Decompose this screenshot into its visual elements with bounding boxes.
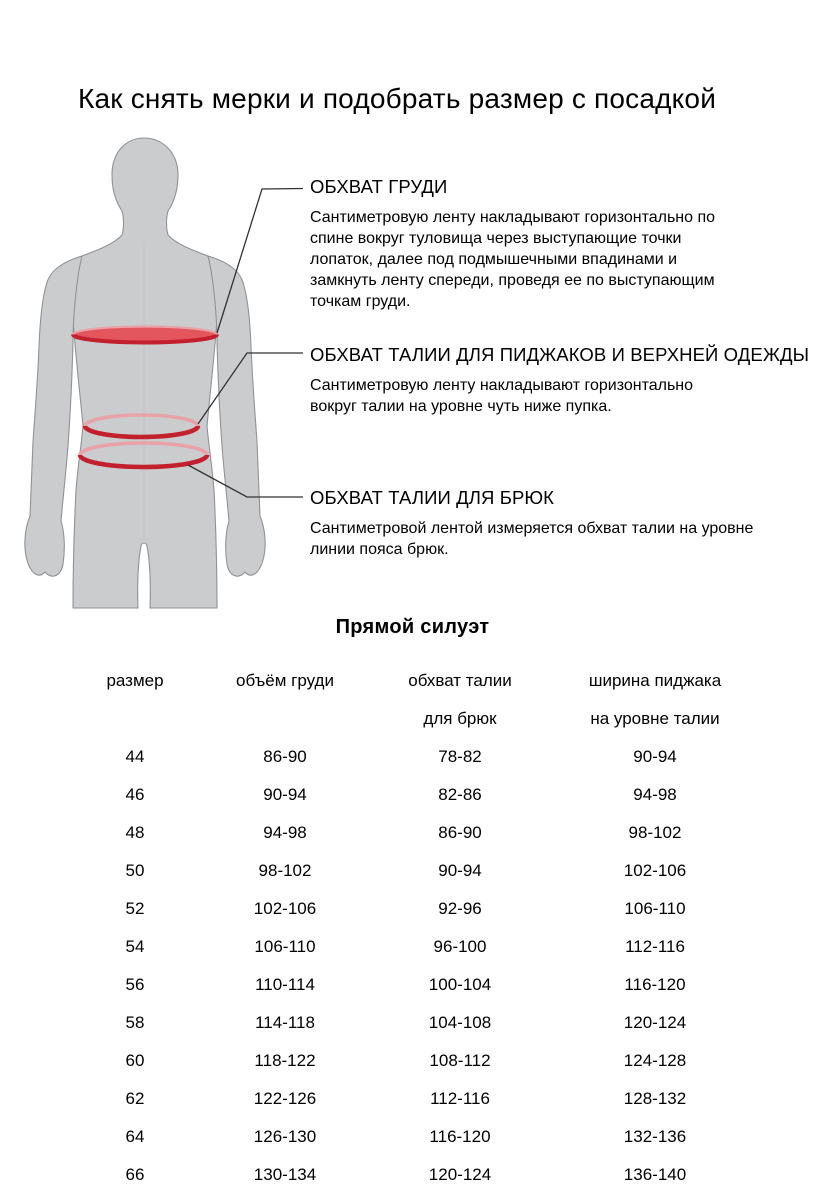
column-header-waist-line2: для брюк bbox=[423, 709, 497, 728]
table-row bbox=[80, 1042, 770, 1080]
table-row bbox=[80, 928, 770, 966]
silhouette-left-arm bbox=[25, 256, 82, 576]
cell-jacket-width: 128-132 bbox=[623, 1089, 687, 1108]
column-header-jacket-width-line1: ширина пиджака bbox=[588, 671, 722, 690]
table-header-row-2 bbox=[80, 700, 770, 738]
cell-jacket-width: 124-128 bbox=[623, 1051, 687, 1070]
column-header-jacket-width-line2: на уровне талии bbox=[590, 709, 720, 728]
cell-size: 66 bbox=[125, 1165, 145, 1184]
cell-trouser-waist: 82-86 bbox=[438, 785, 482, 804]
column-header-chest-line2 bbox=[190, 700, 380, 738]
column-header-waist-line1: обхват талии bbox=[408, 671, 512, 690]
size-table bbox=[80, 662, 770, 1194]
table-row bbox=[80, 852, 770, 890]
cell-trouser-waist: 78-82 bbox=[438, 747, 482, 766]
cell-size: 58 bbox=[125, 1013, 145, 1032]
cell-size: 62 bbox=[125, 1089, 145, 1108]
cell-trouser-waist: 120-124 bbox=[428, 1165, 492, 1184]
column-header-chest: объём груди bbox=[236, 671, 334, 690]
cell-jacket-width: 94-98 bbox=[633, 785, 677, 804]
column-header-size: размер bbox=[106, 671, 164, 690]
cell-chest: 102-106 bbox=[253, 899, 317, 918]
cell-chest: 90-94 bbox=[263, 785, 307, 804]
silhouette-torso bbox=[70, 138, 221, 608]
page-title: Как снять мерки и подобрать размер с посадкой bbox=[78, 83, 717, 114]
cell-jacket-width: 106-110 bbox=[624, 899, 686, 918]
cell-trouser-waist: 92-96 bbox=[438, 899, 482, 918]
cell-jacket-width: 120-124 bbox=[623, 1013, 687, 1032]
cell-size: 48 bbox=[125, 823, 145, 842]
cell-jacket-width: 102-106 bbox=[623, 861, 687, 880]
cell-size: 54 bbox=[125, 937, 145, 956]
table-row bbox=[80, 738, 770, 776]
table-title: Прямой силуэт bbox=[335, 616, 490, 638]
table-row bbox=[80, 1080, 770, 1118]
cell-jacket-width: 112-116 bbox=[625, 937, 685, 956]
cell-trouser-waist: 116-120 bbox=[429, 1127, 491, 1146]
cell-size: 64 bbox=[125, 1127, 145, 1146]
cell-size: 50 bbox=[125, 861, 145, 880]
cell-size: 52 bbox=[125, 899, 145, 918]
table-row bbox=[80, 1004, 770, 1042]
cell-size: 44 bbox=[125, 747, 145, 766]
annotation-chest-description: Сантиметровую ленту накладывают горизонтально по спине вокруг туловища через выступающие точки лопаток, далее под подмышечными впадинами и замкнуть ленту спереди, проведя ее по выступающим точкам груди. bbox=[310, 209, 716, 310]
table-row bbox=[80, 1118, 770, 1156]
cell-chest: 110-114 bbox=[255, 975, 315, 994]
cell-trouser-waist: 86-90 bbox=[438, 823, 482, 842]
cell-jacket-width: 116-120 bbox=[624, 975, 686, 994]
cell-trouser-waist: 96-100 bbox=[433, 937, 487, 956]
column-header-size-line2 bbox=[80, 700, 190, 738]
annotation-chest-heading: ОБХВАТ ГРУДИ bbox=[310, 176, 448, 197]
size-table-body bbox=[80, 738, 770, 1194]
cell-jacket-width: 132-136 bbox=[623, 1127, 687, 1146]
cell-jacket-width: 90-94 bbox=[633, 747, 677, 766]
cell-size: 56 bbox=[125, 975, 145, 994]
cell-size: 46 bbox=[125, 785, 145, 804]
cell-chest: 122-126 bbox=[253, 1089, 317, 1108]
annotation-jacket-waist-heading: ОБХВАТ ТАЛИИ ДЛЯ ПИДЖАКОВ И ВЕРХНЕЙ ОДЕЖДЫ bbox=[310, 344, 810, 365]
annotation-trouser-waist-description: Сантиметровой лентой измеряется обхват талии на уровне линии пояса брюк. bbox=[310, 520, 754, 558]
cell-chest: 86-90 bbox=[263, 747, 307, 766]
cell-chest: 118-122 bbox=[254, 1051, 316, 1070]
cell-chest: 94-98 bbox=[263, 823, 307, 842]
annotation-trouser-waist-heading: ОБХВАТ ТАЛИИ ДЛЯ БРЮК bbox=[310, 487, 555, 508]
cell-jacket-width: 136-140 bbox=[623, 1165, 687, 1184]
table-row bbox=[80, 1156, 770, 1194]
cell-trouser-waist: 112-116 bbox=[430, 1089, 490, 1108]
cell-trouser-waist: 108-112 bbox=[429, 1051, 491, 1070]
silhouette-right-arm bbox=[208, 256, 265, 576]
body-measurement-diagram bbox=[20, 130, 310, 612]
annotation-jacket-waist bbox=[310, 344, 809, 417]
cell-trouser-waist: 90-94 bbox=[438, 861, 482, 880]
cell-chest: 130-134 bbox=[253, 1165, 317, 1184]
annotation-chest bbox=[310, 176, 746, 312]
table-row bbox=[80, 890, 770, 928]
cell-trouser-waist: 100-104 bbox=[428, 975, 492, 994]
cell-chest: 126-130 bbox=[253, 1127, 317, 1146]
table-header-row-1 bbox=[80, 662, 770, 700]
cell-chest: 106-110 bbox=[254, 937, 316, 956]
table-row bbox=[80, 966, 770, 1004]
table-row bbox=[80, 814, 770, 852]
table-row bbox=[80, 776, 770, 814]
cell-size: 60 bbox=[125, 1051, 145, 1070]
cell-chest: 114-118 bbox=[255, 1013, 315, 1032]
cell-jacket-width: 98-102 bbox=[628, 823, 682, 842]
annotation-trouser-waist bbox=[310, 487, 764, 560]
cell-chest: 98-102 bbox=[258, 861, 312, 880]
cell-trouser-waist: 104-108 bbox=[428, 1013, 492, 1032]
annotation-jacket-waist-description: Сантиметровую ленту накладывают горизонтально вокруг талии на уровне чуть ниже пупка. bbox=[310, 377, 694, 415]
